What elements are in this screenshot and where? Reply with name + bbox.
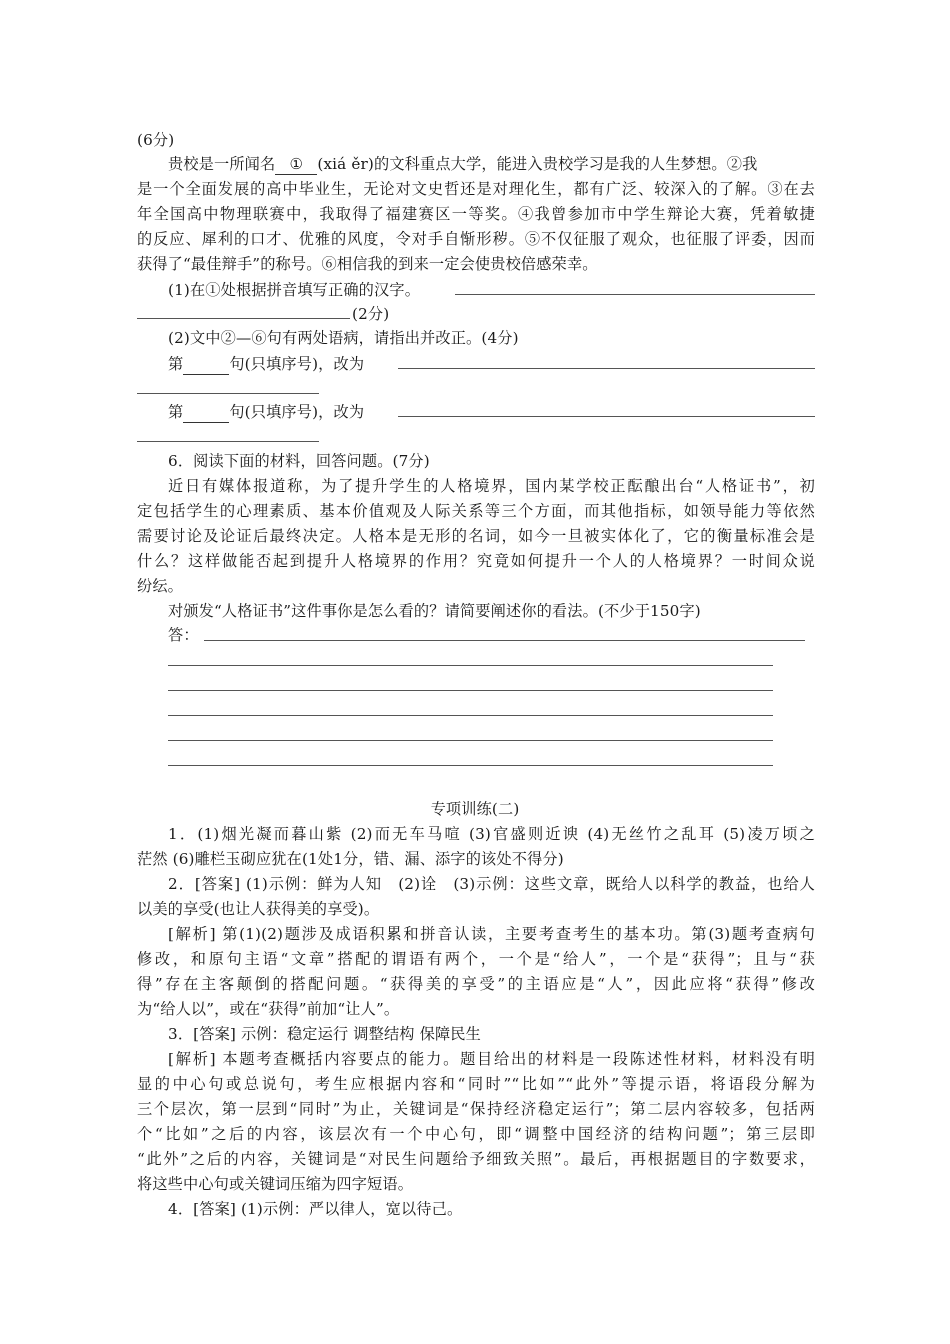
para1-line5: 获得了“最佳辩手”的称号。⑥相信我的到来一定会使贵校倍感荣幸。 [137,255,598,273]
para1-line1 [168,154,757,175]
answer-line [168,665,773,666]
answer-1-line2: 茫然 (6)雕栏玉砌应犹在(1处1分，错、漏、添字的该处不得分) [137,850,564,868]
analysis-3-line6: 将这些中心句或关键词压缩为四字短语。 [137,1175,414,1193]
answer-line [398,368,815,369]
answer-1-line1: 1．(1)烟光凝而暮山紫 (2)而无车马喧 (3)官盛则近谀 (4)无丝竹之乱耳 (5)凌万顷之 [168,825,815,843]
answer-line [137,441,319,442]
question-1-score: (2分) [352,305,390,323]
answer-line [455,294,815,295]
question-6-title: 6．阅读下面的材料，回答问题。(7分) [168,452,430,470]
answer-line [168,690,773,691]
answer-label: 答： [168,626,199,644]
score-label: (6分) [137,131,175,149]
answer-line [137,318,350,319]
q6-material-line2: 定包括学生的心理素质、基本价值观及人际关系等三个方面，而其他指标，如领导能力等依然 [137,502,815,520]
q6-material-line4: 什么？这样做能否起到提升人格境界的作用？究竟如何提升一个人的人格境界？一时间众说 [137,552,815,570]
answer-line [204,640,805,641]
answer-2-line2: 以美的享受(也让人获得美的享受)。 [137,900,380,918]
answer-line [168,765,773,766]
answer-4-line1: 4．[答案] (1)示例：严以律人，宽以待己。 [168,1200,463,1218]
answer-line [137,393,319,394]
para1-text: 贵校是一所闻名 [168,155,276,173]
analysis-3-line2: 显的中心句或总说句，考生应根据内容和“同时”“比如”“此外”等提示语，将语段分解为 [137,1075,815,1093]
q6-material-line5: 纷纭。 [137,577,184,595]
analysis-3-line1: [解析] 本题考查概括内容要点的能力。题目给出的材料是一段陈述性材料，材料没有明 [168,1050,815,1068]
analysis-2-line2: 修改，和原句主语“文章”搭配的谓语有两个，一个是“给人”，一个是“获得”；且与“获 [137,950,815,968]
section-heading: 专项训练(二) [430,800,520,818]
para1-line3: 年全国高中物理联赛中，我取得了福建赛区一等奖。④我曾参加市中学生辩论大赛，凭着敏捷 [137,205,815,223]
analysis-2-line3: 得”存在主客颠倒的搭配问题。“获得美的享受”的主语应是“人”，因此应将“获得”修改 [137,975,815,993]
fill-line-1 [168,354,364,375]
analysis-2-line4: 为“给人以”，或在“获得”前加“让人”。 [137,1000,400,1018]
para1-line4: 的反应、犀利的口才、优雅的风度，令对手自惭形秽。⑤不仅征服了观众，也征服了评委，因而 [137,230,815,248]
analysis-2-line1: [解析] 第(1)(2)题涉及成语积累和拼音认读，主要考查考生的基本功。第(3)题考查病句 [168,925,815,943]
fill-suffix: 句(只填序号)，改为 [229,403,365,421]
para1-text: (xiá ěr)的文科重点大学，能进入贵校学习是我的人生梦想。②我 [317,155,758,173]
q6-material-line3: 需要讨论及论证后最终决定。人格本是无形的名词，如今一旦被实体化了，它的衡量标准会是 [137,527,815,545]
analysis-3-line3: 三个层次，第一层到“同时”为止，关键词是“保持经济稳定运行”；第二层内容较多，包括两 [137,1100,815,1118]
analysis-3-line4: 个“比如”之后的内容，该层次有一个中心句，即“调整中国经济的结构问题”；第三层即 [137,1125,815,1143]
sentence-number-blank [183,402,229,423]
q6-prompt: 对颁发“人格证书”这件事你是怎么看的？请简要阐述你的看法。(不少于150字) [168,602,701,620]
q6-material-line1: 近日有媒体报道称，为了提升学生的人格境界，国内某学校正酝酿出台“人格证书”，初 [168,477,815,495]
fill-prefix: 第 [168,403,184,421]
answer-line [168,715,773,716]
fill-suffix: 句(只填序号)，改为 [229,355,365,373]
answer-3-line1: 3．[答案] 示例：稳定运行 调整结构 保障民生 [168,1025,481,1043]
para1-line2: 是一个全面发展的高中毕业生，无论对文史哲还是对理化生，都有广泛、较深入的了解。③在去 [137,180,815,198]
answer-2-line1: 2．[答案] (1)示例：鲜为人知 (2)诠 (3)示例：这些文章，既给人以科学的教益，也给人 [168,875,815,893]
fill-line-2 [168,402,364,423]
question-2: (2)文中②—⑥句有两处语病，请指出并改正。(4分) [168,329,519,347]
analysis-3-line5: “此外”之后的内容，关键词是“对民生问题给予细致关照”。最后，再根据题目的字数要求， [137,1150,815,1168]
blank-1: ① [275,154,317,175]
question-1: (1)在①处根据拼音填写正确的汉字。 [168,281,421,299]
answer-line [398,416,815,417]
fill-prefix: 第 [168,355,184,373]
sentence-number-blank [183,354,229,375]
answer-line [168,740,773,741]
